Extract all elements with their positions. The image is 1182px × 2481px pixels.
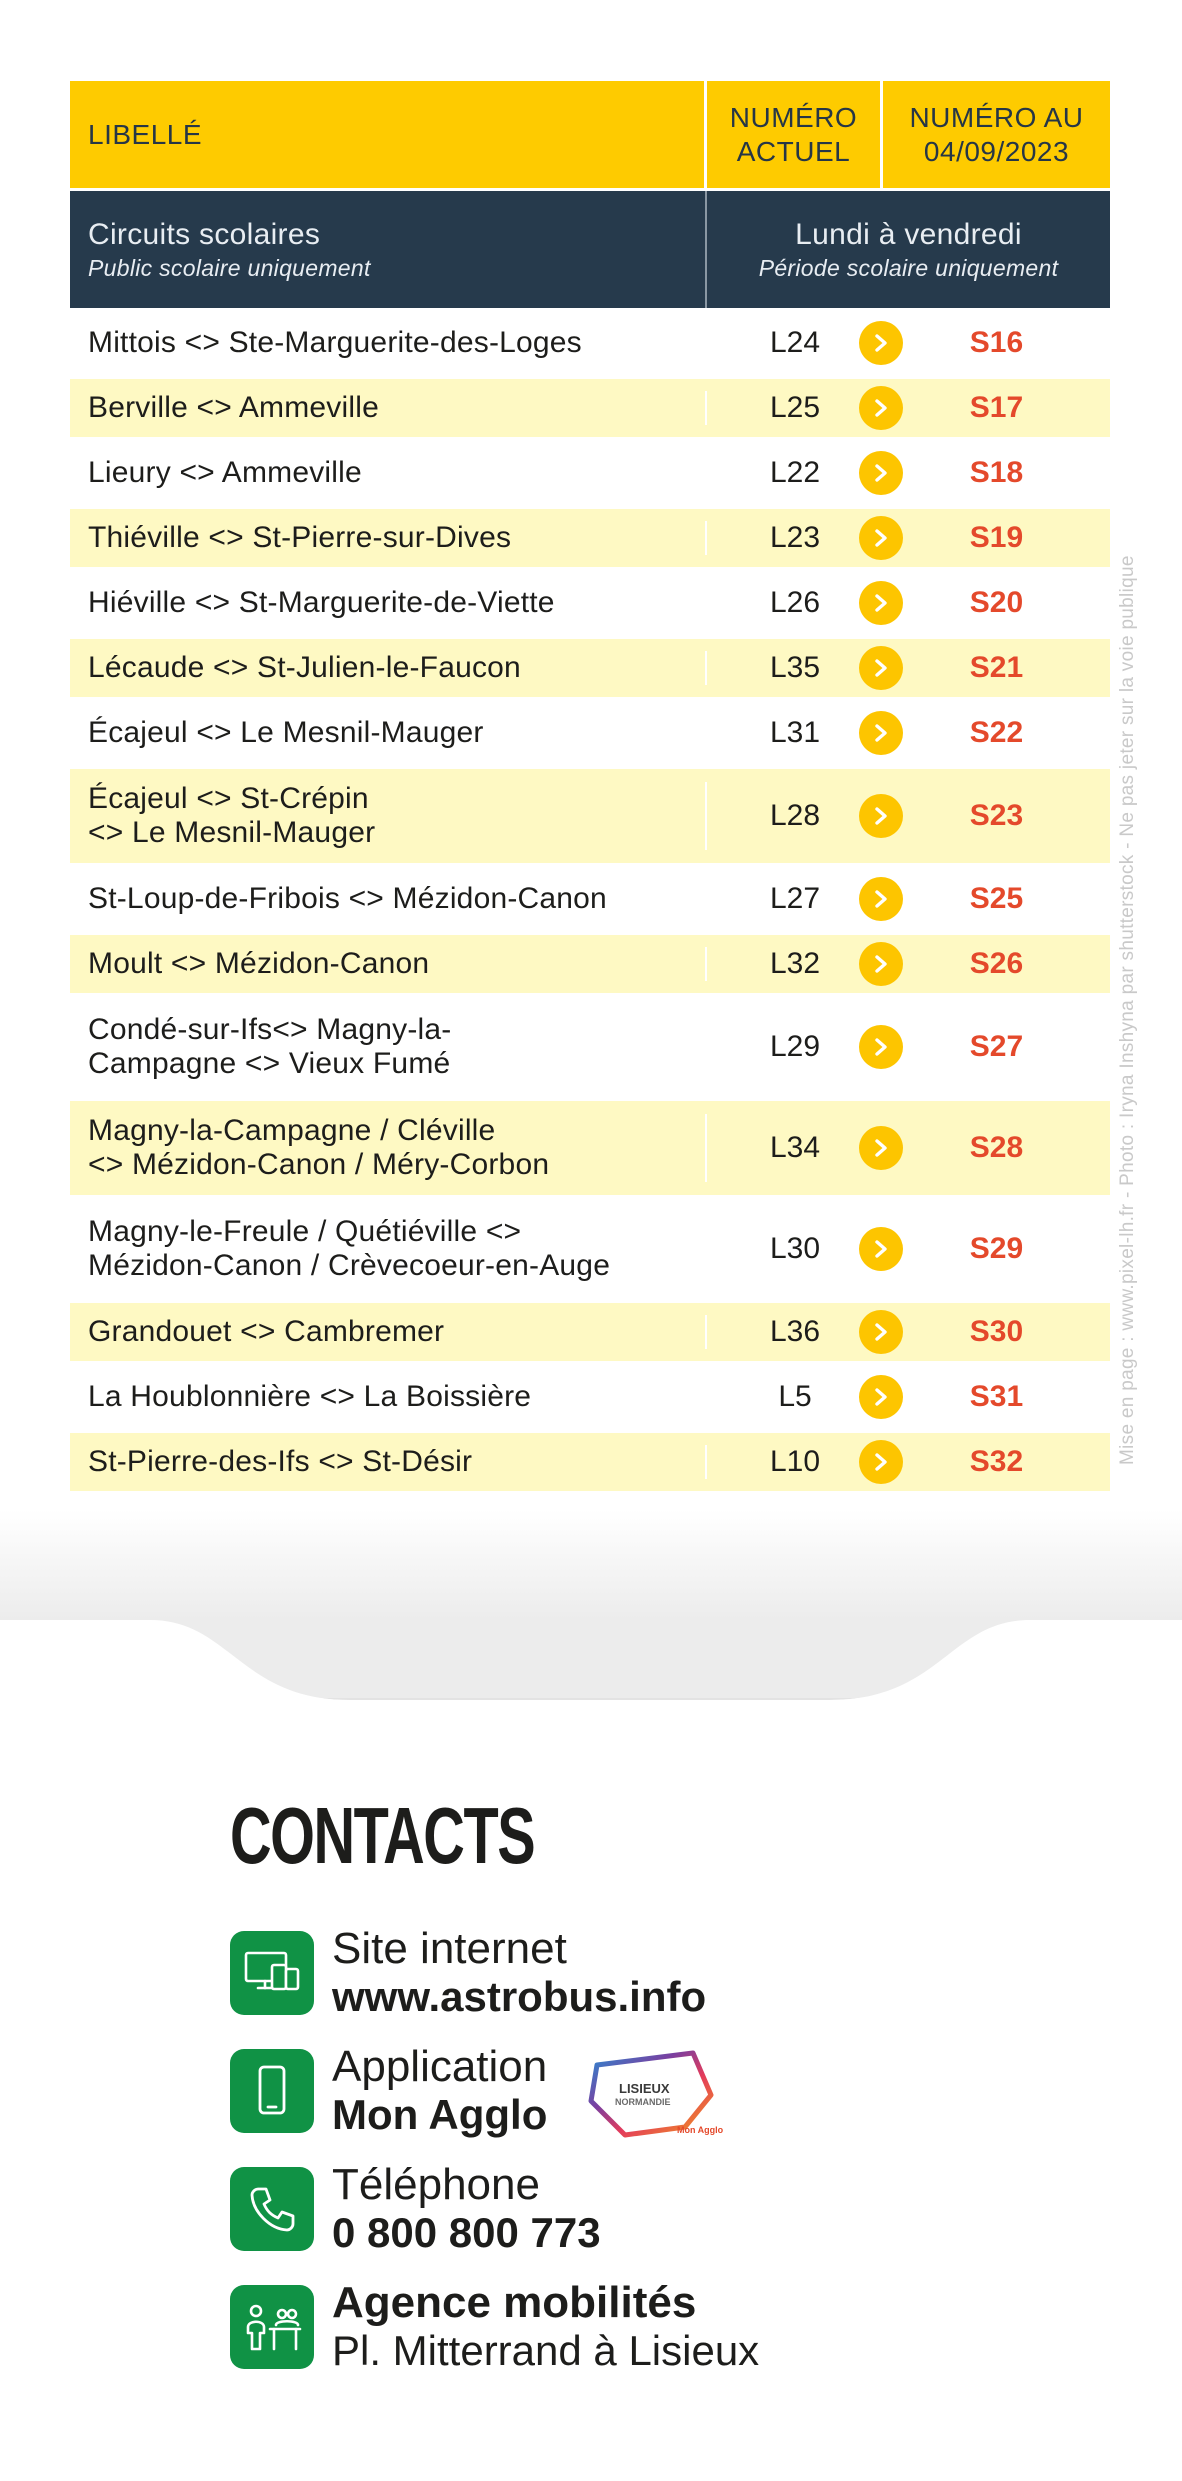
credit-text: Mise en page : www.pixel-lh.fr - Photo : Iryna Inshyna par shutterstock - Ne pas jeter sur la voie publique bbox=[1117, 555, 1138, 1465]
subheader-circuits bbox=[70, 191, 707, 308]
chevron-right-icon bbox=[859, 451, 903, 495]
agency-counter-icon bbox=[230, 2285, 314, 2369]
header-new-number bbox=[883, 81, 1110, 188]
chevron-right-icon bbox=[859, 1440, 903, 1484]
route-libelle bbox=[70, 716, 707, 750]
table-header bbox=[70, 81, 1110, 188]
table-row bbox=[70, 509, 1110, 567]
route-libelle bbox=[70, 391, 707, 425]
route-libelle-line: St-Loup-de-Fribois <> Mézidon-Canon bbox=[88, 882, 607, 915]
new-number: S18 bbox=[969, 456, 1024, 489]
chevron-right-icon bbox=[859, 1227, 903, 1271]
subheader-left-sub: Public scolaire uniquement bbox=[88, 254, 371, 281]
new-number: S32 bbox=[969, 1445, 1024, 1478]
current-number: L23 bbox=[769, 521, 821, 554]
table-row bbox=[70, 379, 1110, 437]
current-number: L36 bbox=[769, 1315, 821, 1348]
table-row bbox=[70, 769, 1110, 863]
route-libelle-line: Mézidon-Canon / Crèvecoeur-en-Auge bbox=[88, 1249, 611, 1282]
subheader-right-sub: Période scolaire uniquement bbox=[758, 254, 1059, 281]
current-number: L34 bbox=[769, 1131, 821, 1164]
route-libelle bbox=[70, 882, 707, 916]
new-number: S19 bbox=[969, 521, 1024, 554]
table-row bbox=[70, 639, 1110, 697]
contacts-title: CONTACTS bbox=[230, 1791, 535, 1880]
route-libelle-line: Berville <> Ammeville bbox=[88, 391, 379, 424]
table-row bbox=[70, 935, 1110, 993]
current-number: L26 bbox=[769, 586, 821, 619]
current-number: L5 bbox=[778, 1380, 812, 1413]
route-libelle bbox=[70, 1315, 707, 1349]
current-number: L10 bbox=[769, 1445, 821, 1478]
new-number: S22 bbox=[969, 716, 1024, 749]
chevron-right-icon bbox=[859, 646, 903, 690]
chevron-right-icon bbox=[859, 1126, 903, 1170]
current-number: L32 bbox=[769, 947, 821, 980]
phone-label: Téléphone bbox=[332, 2160, 540, 2209]
contact-agency bbox=[230, 2279, 759, 2375]
route-libelle-line: Écajeul <> Le Mesnil-Mauger bbox=[88, 716, 484, 749]
svg-text:LISIEUX: LISIEUX bbox=[619, 2081, 670, 2096]
smartphone-icon bbox=[230, 2049, 314, 2133]
table-row bbox=[70, 704, 1110, 762]
route-libelle-line: <> Le Mesnil-Mauger bbox=[88, 816, 376, 849]
phone-icon bbox=[230, 2167, 314, 2251]
route-libelle bbox=[70, 1215, 707, 1283]
subheader-left-title: Circuits scolaires bbox=[88, 217, 321, 251]
route-libelle-line: Hiéville <> St-Marguerite-de-Viette bbox=[88, 586, 555, 619]
route-libelle bbox=[70, 1114, 707, 1182]
chevron-right-icon bbox=[859, 794, 903, 838]
header-current-line2: ACTUEL bbox=[736, 135, 851, 167]
header-current-line1: NUMÉRO bbox=[729, 101, 858, 133]
new-number: S17 bbox=[969, 391, 1024, 424]
route-libelle bbox=[70, 947, 707, 981]
current-number: L31 bbox=[769, 716, 821, 749]
subheader-days bbox=[707, 191, 1110, 308]
current-number: L28 bbox=[769, 799, 821, 832]
website-link[interactable]: www.astrobus.info bbox=[332, 1973, 707, 2020]
website-label: Site internet bbox=[332, 1924, 567, 1973]
header-new-line2: 04/09/2023 bbox=[923, 135, 1070, 167]
new-number: S26 bbox=[969, 947, 1024, 980]
app-label: Application bbox=[332, 2042, 548, 2091]
subheader-right-title: Lundi à vendredi bbox=[795, 217, 1022, 251]
chevron-right-icon bbox=[859, 877, 903, 921]
agency-address: Pl. Mitterrand à Lisieux bbox=[332, 2327, 760, 2374]
chevron-right-icon bbox=[859, 1375, 903, 1419]
route-libelle-line: Moult <> Mézidon-Canon bbox=[88, 947, 430, 980]
table-row bbox=[70, 1433, 1110, 1491]
devices-icon bbox=[230, 1931, 314, 2015]
header-new-line1: NUMÉRO AU bbox=[909, 101, 1084, 133]
table-row bbox=[70, 1202, 1110, 1296]
route-libelle bbox=[70, 651, 707, 685]
route-libelle-line: Lécaude <> St-Julien-le-Faucon bbox=[88, 651, 521, 684]
chevron-right-icon bbox=[859, 1310, 903, 1354]
chevron-right-icon bbox=[859, 516, 903, 560]
current-number: L35 bbox=[769, 651, 821, 684]
contact-website[interactable] bbox=[230, 1925, 706, 2021]
current-number: L25 bbox=[769, 391, 821, 424]
current-number: L27 bbox=[769, 882, 821, 915]
route-libelle-line: Campagne <> Vieux Fumé bbox=[88, 1047, 451, 1080]
table-row bbox=[70, 1368, 1110, 1426]
new-number: S30 bbox=[969, 1315, 1024, 1348]
table-body bbox=[70, 314, 1110, 1491]
contact-phone[interactable] bbox=[230, 2161, 601, 2257]
new-number: S16 bbox=[969, 326, 1024, 359]
route-libelle bbox=[70, 456, 707, 490]
lisieux-normandie-logo bbox=[585, 2035, 730, 2145]
current-number: L29 bbox=[769, 1030, 821, 1063]
table-row bbox=[70, 574, 1110, 632]
new-number: S20 bbox=[969, 586, 1024, 619]
route-libelle bbox=[70, 1013, 707, 1081]
chevron-right-icon bbox=[859, 942, 903, 986]
agency-label: Agence mobilités bbox=[332, 2278, 697, 2327]
table-row bbox=[70, 444, 1110, 502]
new-number: S29 bbox=[969, 1232, 1024, 1265]
route-libelle-line: Lieury <> Ammeville bbox=[88, 456, 362, 489]
route-libelle-line: Magny-la-Campagne / Cléville bbox=[88, 1114, 496, 1147]
table-row bbox=[70, 1101, 1110, 1195]
header-current-number bbox=[707, 81, 883, 188]
route-libelle-line: St-Pierre-des-Ifs <> St-Désir bbox=[88, 1445, 473, 1478]
table-row bbox=[70, 1303, 1110, 1361]
chevron-right-icon bbox=[859, 1025, 903, 1069]
current-number: L24 bbox=[769, 326, 821, 359]
chevron-right-icon bbox=[859, 711, 903, 755]
wave-divider bbox=[0, 1510, 1182, 1710]
route-libelle-line: Écajeul <> St-Crépin bbox=[88, 782, 369, 815]
current-number: L30 bbox=[769, 1232, 821, 1265]
chevron-right-icon bbox=[859, 386, 903, 430]
route-libelle bbox=[70, 1445, 707, 1479]
route-libelle bbox=[70, 1380, 707, 1414]
new-number: S28 bbox=[969, 1131, 1024, 1164]
new-number: S21 bbox=[969, 651, 1024, 684]
route-libelle-line: Thiéville <> St-Pierre-sur-Dives bbox=[88, 521, 512, 554]
new-number: S25 bbox=[969, 882, 1024, 915]
phone-number[interactable]: 0 800 800 773 bbox=[332, 2209, 601, 2256]
table-subheader bbox=[70, 191, 1110, 308]
chevron-right-icon bbox=[859, 581, 903, 625]
new-number: S31 bbox=[969, 1380, 1024, 1413]
route-libelle-line: Mittois <> Ste-Marguerite-des-Loges bbox=[88, 326, 582, 359]
header-libelle: LIBELLÉ bbox=[70, 81, 707, 188]
route-libelle-line: <> Mézidon-Canon / Méry-Corbon bbox=[88, 1148, 550, 1181]
route-libelle bbox=[70, 782, 707, 850]
contact-app[interactable] bbox=[230, 2043, 547, 2139]
table-row bbox=[70, 870, 1110, 928]
svg-text:Mon Agglo: Mon Agglo bbox=[677, 2125, 724, 2135]
route-libelle-line: Magny-le-Freule / Quétiéville <> bbox=[88, 1215, 522, 1248]
app-name[interactable]: Mon Agglo bbox=[332, 2091, 548, 2138]
current-number: L22 bbox=[769, 456, 821, 489]
route-table bbox=[70, 81, 1110, 1491]
chevron-right-icon bbox=[859, 321, 903, 365]
table-row bbox=[70, 1000, 1110, 1094]
route-libelle bbox=[70, 521, 707, 555]
new-number: S23 bbox=[969, 799, 1024, 832]
svg-text:NORMANDIE: NORMANDIE bbox=[615, 2097, 671, 2107]
route-libelle bbox=[70, 586, 707, 620]
table-row bbox=[70, 314, 1110, 372]
route-libelle-line: La Houblonnière <> La Boissière bbox=[88, 1380, 532, 1413]
route-libelle-line: Condé-sur-Ifs<> Magny-la- bbox=[88, 1013, 452, 1046]
new-number: S27 bbox=[969, 1030, 1024, 1063]
route-libelle bbox=[70, 326, 707, 360]
route-libelle-line: Grandouet <> Cambremer bbox=[88, 1315, 445, 1348]
